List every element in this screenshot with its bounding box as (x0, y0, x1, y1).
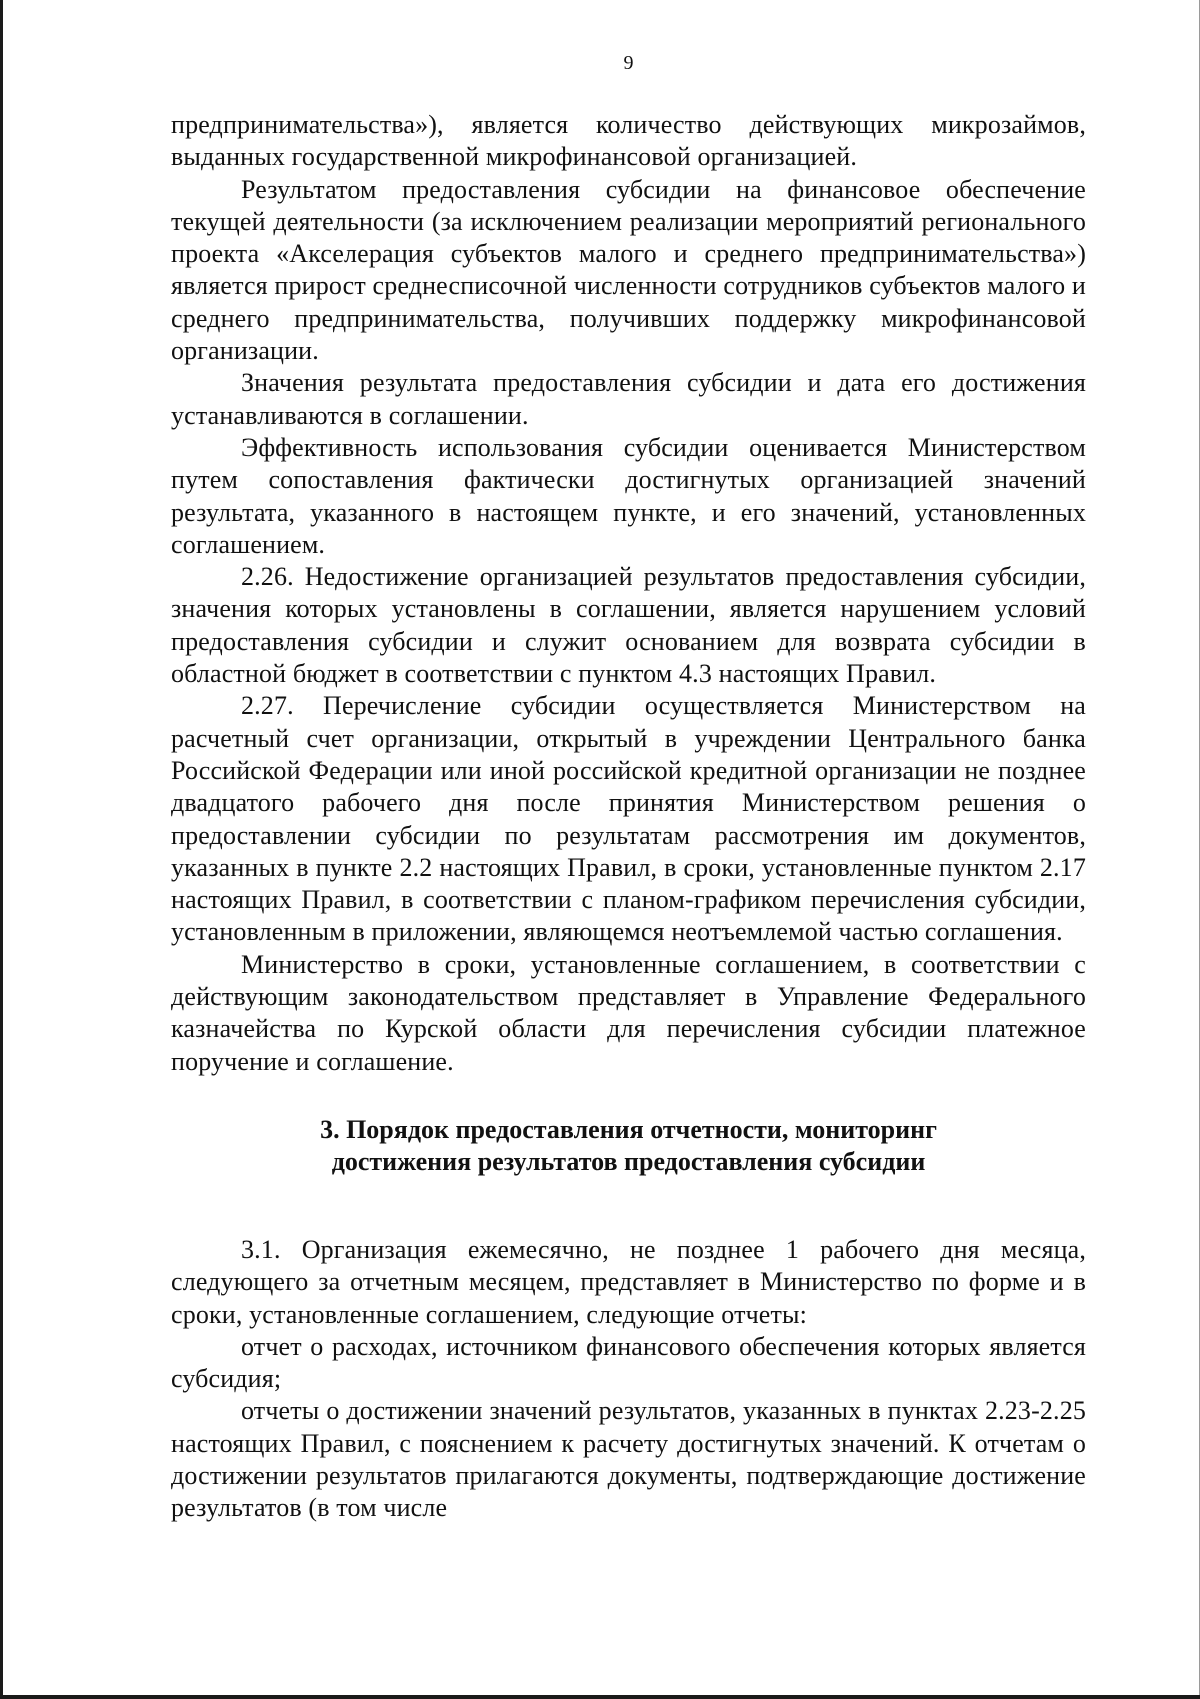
paragraph-result-values: Значения результата предоставления субсидии и дата его достижения устанавливаются в соглашении. (171, 368, 1086, 430)
paragraph-result-current-activity: Результатом предоставления субсидии на финансовое обеспечение текущей деятельности (за исключением реализации мероприятий регионального проекта «Акселерация субъектов малого и среднего предпринимательства») является прирост среднесписочной численности сотрудников субъектов малого и среднего предпринимательства, получивших поддержку микрофинансовой организации. (171, 174, 1086, 366)
section-heading-line-2: достижения результатов предоставления субсидии (331, 1146, 926, 1176)
paragraph-efficiency: Эффективность использования субсидии оценивается Министерством путем сопоставления фактически достигнутых организацией значений результата, указанного в настоящем пункте, и его значений, установленных соглашением. (171, 432, 1086, 559)
paragraph-continuation: предпринимательства»), является количество действующих микрозаймов, выданных государственной микрофинансовой организацией. (171, 110, 1086, 172)
paragraph-2-26: 2.26. Недостижение организацией результатов предоставления субсидии, значения которых установлены в соглашении, является нарушением условий предоставления субсидии и служит основанием для возврата субсидии в областной бюджет в соответствии с пунктом 4.3 настоящих Правил. (171, 562, 1086, 689)
paragraph-3-1: 3.1. Организация ежемесячно, не позднее 1 рабочего дня месяца, следующего за отчетным месяцем, представляет в Министерство по форме и в сроки, установленные соглашением, следующие отчеты: (171, 1234, 1086, 1329)
page-number: 9 (623, 52, 634, 74)
scan-border-bottom (0, 1695, 1200, 1699)
section-heading-line-1: 3. Порядок предоставления отчетности, мониторинг (320, 1114, 937, 1144)
scan-border-left (0, 0, 3, 1699)
section-3-heading (171, 1114, 1086, 1178)
paragraph-ministry-payment-order: Министерство в сроки, установленные соглашением, в соответствии с действующим законодательством представляет в Управление Федерального казначейства по Курской области для перечисления субсидии платежное поручение и соглашение. (171, 949, 1086, 1076)
paragraph-results-reports: отчеты о достижении значений результатов, указанных в пунктах 2.23-2.25 настоящих Правил, с пояснением к расчету достигнутых значений. К отчетам о достижении результатов прилагаются документы, подтверждающие достижение результатов (в том числе (171, 1396, 1086, 1523)
paragraph-expense-report: отчет о расходах, источником финансового обеспечения которых является субсидия; (171, 1331, 1086, 1394)
paragraph-2-27: 2.27. Перечисление субсидии осуществляется Министерством на расчетный счет организации, открытый в учреждении Центрального банка Российской Федерации или иной российской кредитной организации не позднее двадцатого рабочего дня после принятия Министерством решения о предоставлении субсидии по результатам рассмотрения им документов, указанных в пункте 2.2 настоящих Правил, в сроки, установленные пунктом 2.17 настоящих Правил, в соответствии с планом-графиком перечисления субсидии, установленным в приложении, являющемся неотъемлемой частью соглашения. (171, 691, 1086, 947)
document-body (171, 109, 1086, 1525)
